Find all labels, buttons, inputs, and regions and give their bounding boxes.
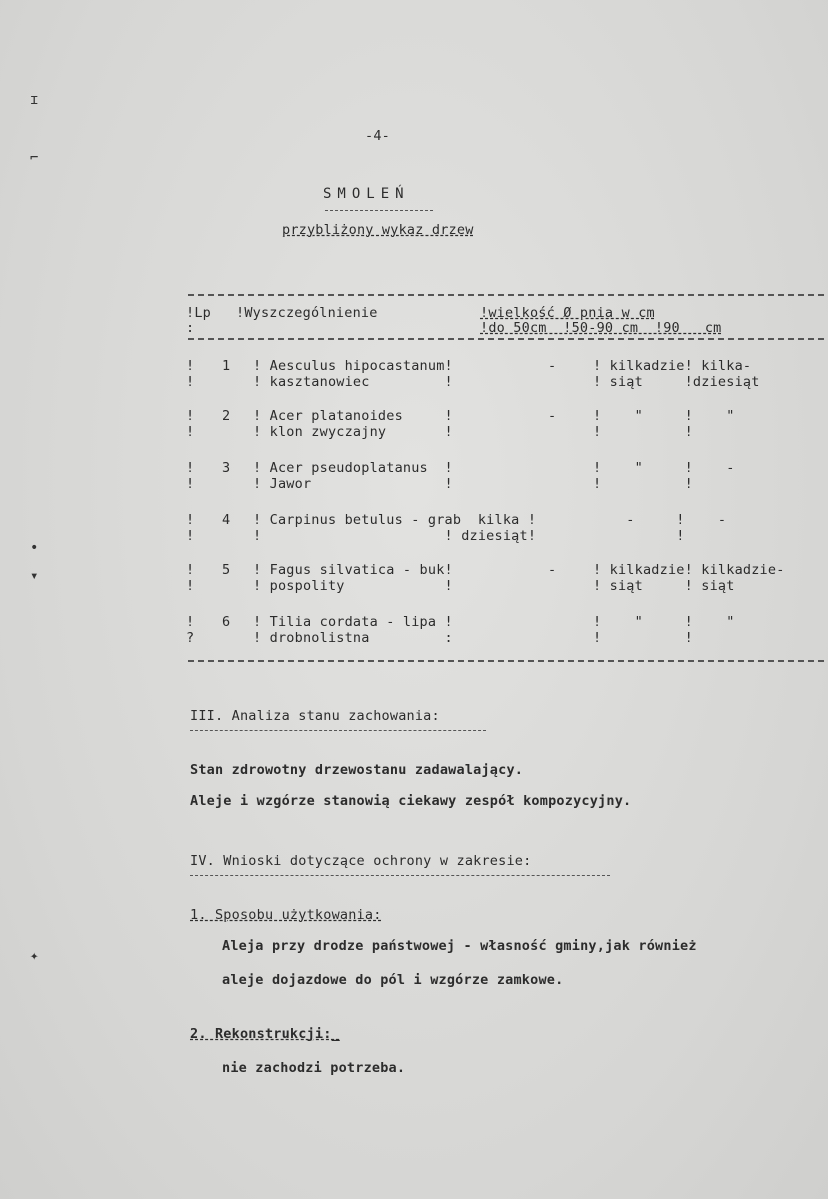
row-species: ! Aesculus hipocastanum! xyxy=(253,358,453,374)
item-1-text: aleje dojazdowe do pól i wzgórze zamkowe. xyxy=(222,972,564,988)
row-species: ! Acer platanoides ! xyxy=(253,408,453,424)
row-species-common: ! drobnolistna : xyxy=(253,630,453,646)
section-3-paragraph: Stan zdrowotny drzewostanu zadawalający. xyxy=(190,762,524,778)
row-mark: ? xyxy=(186,630,195,646)
row-value: - ! - xyxy=(593,512,727,528)
row-mark: ! xyxy=(186,578,195,594)
row-species: ! Tilia cordata - lipa ! xyxy=(253,614,453,630)
margin-mark: ✦ xyxy=(30,948,39,964)
row-species-common: ! klon zwyczajny ! xyxy=(253,424,453,440)
row-value: ! kilkadzie! kilka- xyxy=(593,358,752,374)
row-species: ! Fagus silvatica - buk! xyxy=(253,562,453,578)
margin-mark: • xyxy=(30,540,39,556)
row-value: - xyxy=(548,408,557,424)
row-number: 6 xyxy=(222,614,231,630)
row-value: ! siąt ! siąt xyxy=(593,578,735,594)
row-value: ! " ! - xyxy=(593,460,735,476)
row-species-common: ! ! dziesiąt! xyxy=(253,528,537,544)
row-mark: ! xyxy=(186,460,195,476)
header-description: !Wyszczególnienie xyxy=(236,305,378,321)
row-species-common: ! Jawor ! xyxy=(253,476,453,492)
row-mark: ! xyxy=(186,562,195,578)
section-3-paragraph: Aleje i wzgórze stanowią ciekawy zespół kompozycyjny. xyxy=(190,793,632,809)
row-number: 1 xyxy=(222,358,231,374)
row-value: ! kilkadzie! kilkadzie- xyxy=(593,562,785,578)
margin-mark: ⌐ xyxy=(30,150,39,166)
row-mark: ! xyxy=(186,528,195,544)
section-4-underline xyxy=(190,875,610,876)
item-1-label: 1. Sposobu użytkowania: xyxy=(190,907,382,923)
row-species-common: ! pospolity ! xyxy=(253,578,453,594)
margin-mark: ▾ xyxy=(30,568,39,584)
item-1-text: Aleja przy drodze państwowej - własność gminy,jak również xyxy=(222,938,697,954)
item-2-label: 2. Rekonstrukcji:_ xyxy=(190,1026,340,1042)
row-value: ! ! xyxy=(593,424,693,440)
row-value: ! ! xyxy=(593,630,693,646)
row-value: ! " ! " xyxy=(593,408,735,424)
section-4-heading: IV. Wnioski dotyczące ochrony w zakresie: xyxy=(190,853,532,869)
row-mark: ! xyxy=(186,408,195,424)
row-species: ! Carpinus betulus - grab kilka ! xyxy=(253,512,537,528)
row-mark: ! xyxy=(186,358,195,374)
row-mark: ! xyxy=(186,476,195,492)
row-species: ! Acer pseudoplatanus ! xyxy=(253,460,453,476)
title-underline xyxy=(325,210,433,211)
row-value: ! ! xyxy=(593,476,693,492)
row-value: ! xyxy=(593,528,685,544)
row-value: ! " ! " xyxy=(593,614,735,630)
row-number: 5 xyxy=(222,562,231,578)
section-3-heading: III. Analiza stanu zachowania: xyxy=(190,708,440,724)
header-colon: : xyxy=(186,320,195,336)
table-top-rule xyxy=(188,294,824,296)
header-subcolumns: !do 50cm !50-90 cm !90 cm xyxy=(480,320,722,336)
row-value: - xyxy=(548,358,557,374)
row-mark: ! xyxy=(186,374,195,390)
row-mark: ! xyxy=(186,512,195,528)
header-size: !wielkość Ø pnia w cm xyxy=(480,305,655,321)
table-bottom-rule xyxy=(188,660,824,662)
row-number: 4 xyxy=(222,512,231,528)
row-mark: ! xyxy=(186,424,195,440)
row-mark: ! xyxy=(186,614,195,630)
item-2-text: nie zachodzi potrzeba. xyxy=(222,1060,406,1076)
section-3-underline xyxy=(190,730,486,731)
header-lp: !Lp xyxy=(186,305,211,321)
document-subtitle: przybliżony wykaz drzew xyxy=(282,222,474,238)
header-rule xyxy=(188,338,824,340)
row-species-common: ! kasztanowiec ! xyxy=(253,374,453,390)
page-number: -4- xyxy=(365,128,390,144)
margin-mark: ɪ xyxy=(30,92,39,108)
row-number: 2 xyxy=(222,408,231,424)
row-value: ! siąt !dziesiąt xyxy=(593,374,760,390)
row-number: 3 xyxy=(222,460,231,476)
document-title: SMOLEŃ xyxy=(323,186,410,202)
row-value: - xyxy=(548,562,557,578)
